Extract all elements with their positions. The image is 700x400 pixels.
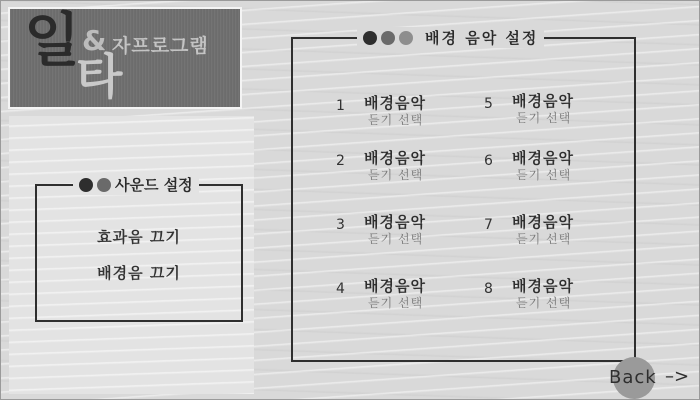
track-number: 6 (484, 153, 493, 169)
track-title: 배경음악 (364, 94, 426, 112)
effects-off-button[interactable]: 효과음 끄기 (97, 228, 181, 246)
bgm-track-6[interactable] (484, 147, 634, 191)
track-title: 배경음악 (512, 149, 574, 167)
track-title: 배경음악 (512, 92, 574, 110)
bgm-track-8[interactable] (484, 275, 634, 319)
bgm-settings-title: 배경 음악 설정 (425, 29, 539, 47)
bgm-off-button[interactable]: 배경음 끄기 (97, 264, 181, 282)
bullet-dot-icon (399, 31, 413, 45)
track-select-label: 듣기 선택 (368, 232, 424, 246)
bgm-track-2[interactable] (336, 147, 486, 191)
bgm-track-4[interactable] (336, 275, 486, 319)
track-title: 배경음악 (512, 277, 574, 295)
track-number: 4 (336, 281, 345, 297)
track-number: 1 (336, 98, 345, 114)
track-title: 배경음악 (364, 213, 426, 231)
logo-ampersand: & (82, 24, 107, 57)
logo-big-char-2: 타 (76, 49, 123, 105)
logo-subtitle: 자프로그램 (112, 35, 209, 57)
sound-settings-heading (73, 174, 199, 195)
track-title: 배경음악 (364, 277, 426, 295)
bullet-dot-icon (79, 178, 93, 192)
track-number: 7 (484, 217, 493, 233)
track-number: 5 (484, 96, 493, 112)
track-select-label: 듣기 선택 (368, 296, 424, 310)
track-number: 8 (484, 281, 493, 297)
track-number: 3 (336, 217, 345, 233)
track-select-label: 듣기 선택 (516, 296, 572, 310)
track-select-label: 듣기 선택 (516, 232, 572, 246)
track-title: 배경음악 (364, 149, 426, 167)
bgm-settings-panel (291, 29, 636, 362)
track-select-label: 듣기 선택 (368, 168, 424, 182)
back-label: Back (609, 367, 657, 388)
back-button[interactable] (605, 357, 695, 399)
track-number: 2 (336, 153, 345, 169)
arrow-right-icon: –> (665, 366, 690, 387)
sound-settings-panel (35, 176, 243, 322)
bullet-dot-icon (97, 178, 111, 192)
bgm-track-5[interactable] (484, 90, 634, 134)
sound-settings-title: 사운드 설정 (115, 176, 193, 194)
app-logo (8, 7, 242, 109)
track-title: 배경음악 (512, 213, 574, 231)
bgm-track-3[interactable] (336, 211, 486, 255)
bullet-dot-icon (381, 31, 395, 45)
bgm-track-1[interactable] (336, 92, 486, 136)
track-select-label: 듣기 선택 (368, 113, 424, 127)
logo-big-char-1: 일 (24, 7, 79, 74)
track-select-label: 듣기 선택 (516, 111, 572, 125)
track-select-label: 듣기 선택 (516, 168, 572, 182)
bgm-track-7[interactable] (484, 211, 634, 255)
bgm-settings-heading (357, 27, 544, 48)
bullet-dot-icon (363, 31, 377, 45)
